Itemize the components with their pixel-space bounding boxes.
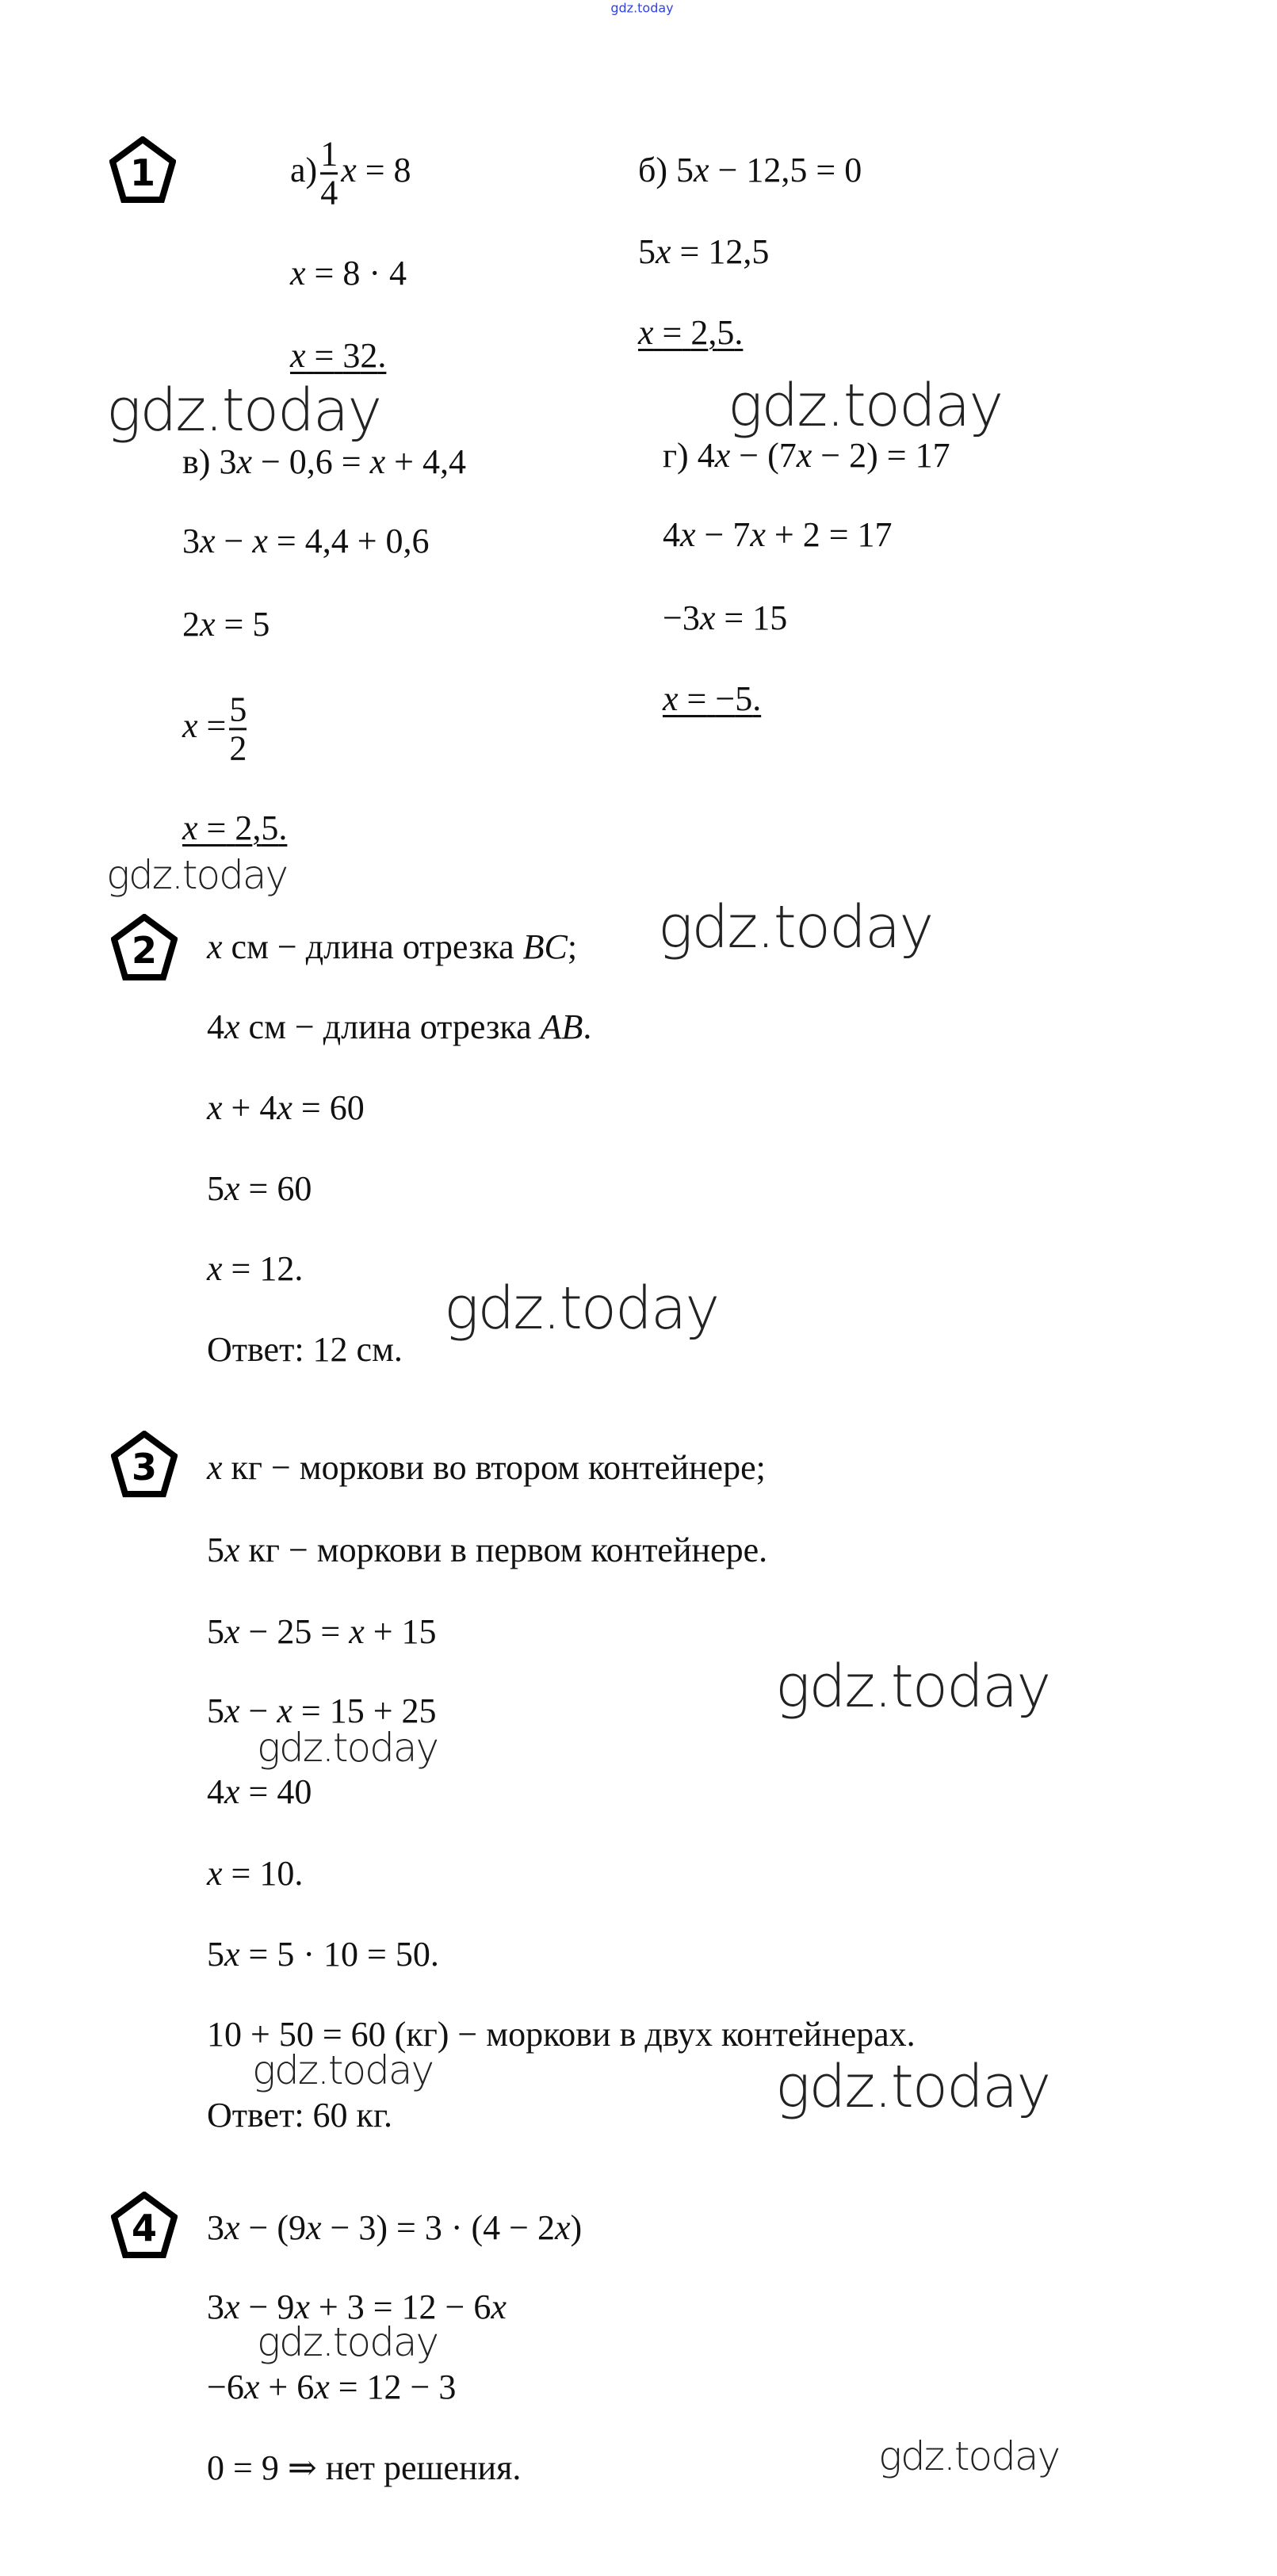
task1-a-line1 — [290, 136, 411, 211]
fraction — [320, 136, 338, 211]
task4-line: 3x − (9x − 3) = 3 · (4 − 2x) — [207, 2208, 583, 2247]
task2-line: x = 12. — [207, 1249, 304, 1288]
task3-line: 5x − x = 15 + 25 — [207, 1691, 437, 1730]
task-number-badge-1 — [109, 136, 176, 203]
svg-text:4: 4 — [131, 2207, 158, 2249]
task3-line: x кг − моркови во втором контейнере; — [207, 1448, 766, 1487]
task3-line: 5x − 25 = x + 15 — [207, 1612, 437, 1651]
watermark: gdz.today — [775, 1653, 1050, 1721]
task4-answer: 0 = 9 ⇒ нет решения. — [207, 2448, 522, 2487]
watermark: gdz.today — [658, 893, 933, 961]
watermark: gdz.today — [257, 1725, 438, 1771]
task1-g-line3: −3x = 15 — [663, 598, 788, 637]
denominator: 2 — [229, 728, 247, 768]
denominator: 4 — [320, 173, 338, 212]
part-label: а) — [290, 151, 318, 190]
task1-v-line1: в) 3x − 0,6 = x + 4,4 — [182, 442, 466, 481]
svg-text:3: 3 — [131, 1446, 158, 1489]
numerator: 1 — [320, 134, 338, 174]
task3-answer: Ответ: 60 кг. — [207, 2096, 393, 2135]
watermark: gdz.today — [444, 1275, 719, 1343]
task-number-badge-2 — [111, 914, 178, 980]
watermark: gdz.today — [257, 2319, 438, 2365]
task2-line: x + 4x = 60 — [207, 1088, 365, 1127]
task2-line: x см − длина отрезка BC; — [207, 927, 578, 966]
task2-answer: Ответ: 12 см. — [207, 1330, 403, 1369]
task3-line: 5x кг − моркови в первом контейнере. — [207, 1531, 768, 1569]
task4-line: −6x + 6x = 12 − 3 — [207, 2368, 457, 2406]
numerator: 5 — [229, 690, 247, 729]
watermark: gdz.today — [106, 376, 381, 445]
task1-v-line3: 2x = 5 — [182, 605, 270, 644]
equation: x = 8 — [341, 151, 411, 190]
svg-text:1: 1 — [129, 151, 156, 194]
fraction — [229, 691, 247, 766]
task1-g-line2: 4x − 7x + 2 = 17 — [663, 515, 893, 554]
watermark: gdz.today — [252, 2047, 434, 2093]
task-number-badge-4 — [111, 2192, 178, 2258]
task3-line: 5x = 5 · 10 = 50. — [207, 1935, 439, 1974]
task2-line: 4x см − длина отрезка AB. — [207, 1007, 592, 1046]
task1-v-line2: 3x − x = 4,4 + 0,6 — [182, 522, 430, 560]
watermark: gdz.today — [106, 852, 288, 898]
equation: x = — [182, 706, 227, 746]
watermark: gdz.today — [775, 2053, 1050, 2121]
task3-line: x = 10. — [207, 1854, 304, 1893]
task1-a-answer: x = 32. — [290, 336, 387, 375]
task1-g-line1: г) 4x − (7x − 2) = 17 — [663, 436, 950, 475]
task-number-badge-3 — [111, 1431, 178, 1497]
watermark: gdz.today — [728, 372, 1003, 440]
task1-b-line1: б) 5x − 12,5 = 0 — [638, 151, 862, 189]
task1-a-line2: x = 8 · 4 — [290, 254, 407, 292]
watermark: gdz.today — [878, 2433, 1060, 2479]
task1-b-answer: x = 2,5. — [638, 313, 744, 352]
task1-b-line2: 5x = 12,5 — [638, 232, 770, 271]
task1-v-answer: x = 2,5. — [182, 808, 288, 847]
task1-v-line4 — [182, 691, 250, 766]
task1-g-answer: x = −5. — [663, 679, 762, 718]
task4-line: 3x − 9x + 3 = 12 − 6x — [207, 2287, 507, 2326]
header-watermark: gdz.today — [610, 0, 674, 16]
task3-line: 10 + 50 = 60 (кг) − моркови в двух контейнерах. — [207, 2015, 916, 2054]
task3-line: 4x = 40 — [207, 1772, 312, 1811]
task2-line: 5x = 60 — [207, 1169, 312, 1208]
svg-text:2: 2 — [131, 929, 158, 972]
